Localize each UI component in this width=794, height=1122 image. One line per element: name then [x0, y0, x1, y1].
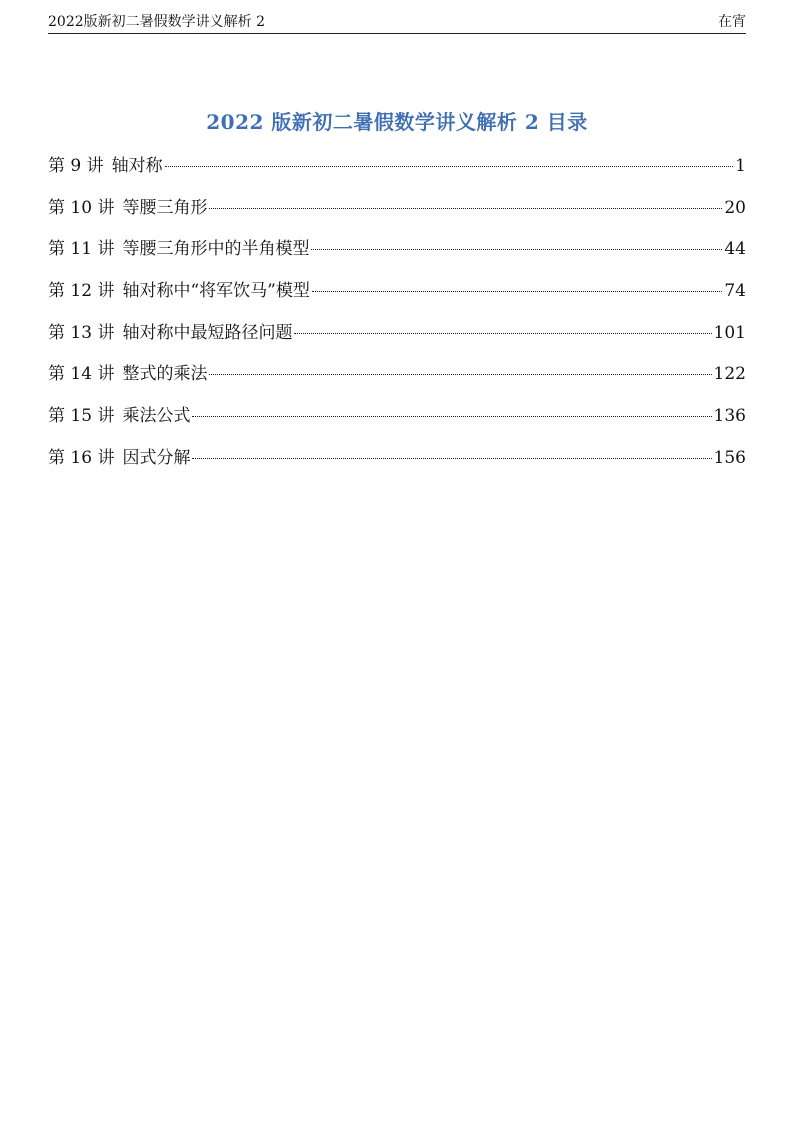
toc-entry[interactable] [48, 237, 746, 279]
toc-dot-leader [312, 291, 723, 292]
toc-dot-leader [294, 333, 711, 334]
toc-entry-page: 20 [724, 197, 746, 218]
toc-entry-number: 第 11 讲 [48, 239, 115, 260]
toc-title: 2022 版新初二暑假数学讲义解析 2 目录 [206, 110, 588, 134]
toc-dot-leader [165, 166, 734, 167]
toc-dot-leader [192, 458, 711, 459]
toc-entry-page: 156 [713, 447, 746, 468]
toc-entry[interactable] [48, 279, 746, 321]
toc-entry[interactable] [48, 362, 746, 404]
toc-entry[interactable] [48, 404, 746, 446]
toc-entry-title: 因式分解 [122, 447, 191, 468]
toc-entry-page: 136 [713, 406, 746, 427]
toc-entry-number: 第 15 讲 [48, 406, 115, 427]
toc-entry-title: 轴对称中“将军饮马”模型 [122, 281, 310, 302]
toc-entry-number: 第 10 讲 [48, 197, 115, 218]
toc-entry-title: 等腰三角形 [122, 197, 208, 218]
toc-entry-page: 74 [724, 281, 746, 302]
toc-entry-number: 第 14 讲 [48, 364, 115, 385]
toc-entry-page: 101 [713, 322, 746, 343]
toc-entry-title: 整式的乘法 [122, 364, 208, 385]
toc-entry-title: 轴对称 [111, 156, 163, 176]
toc-entry-number: 第 9 讲 [48, 156, 104, 176]
toc-entry-title: 等腰三角形中的半角模型 [122, 239, 310, 260]
toc-entry[interactable] [48, 446, 746, 488]
toc-entry-page: 1 [735, 156, 746, 176]
header-document-title: 2022版新初二暑假数学讲义解析 2 [48, 14, 265, 30]
toc-entry[interactable] [48, 196, 746, 238]
toc-entry[interactable] [48, 321, 746, 363]
toc-dot-leader [209, 374, 711, 375]
toc-entry[interactable] [48, 154, 746, 196]
toc-entry-number: 第 13 讲 [48, 322, 115, 343]
toc-dot-leader [192, 416, 711, 417]
header-author: 在宵 [718, 14, 746, 30]
toc-list [48, 154, 746, 488]
toc-entry-page: 122 [713, 364, 746, 385]
toc-entry-number: 第 12 讲 [48, 281, 115, 302]
toc-dot-leader [209, 208, 722, 209]
page-header [48, 12, 746, 34]
toc-dot-leader [311, 249, 722, 250]
toc-entry-title: 乘法公式 [122, 406, 191, 427]
toc-entry-title: 轴对称中最短路径问题 [122, 322, 293, 343]
toc-entry-number: 第 16 讲 [48, 447, 115, 468]
toc-entry-page: 44 [724, 239, 746, 260]
